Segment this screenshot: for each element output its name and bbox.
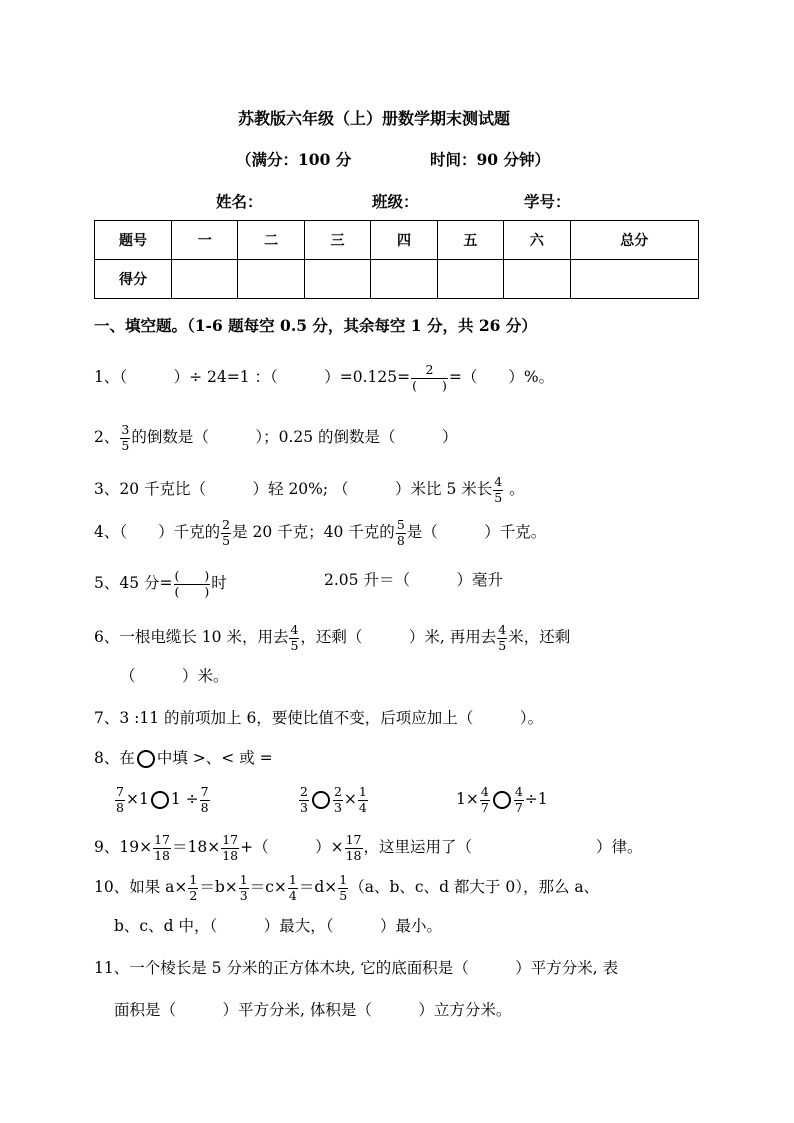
table-cell: 五 [437, 221, 503, 260]
score-cell[interactable] [437, 260, 503, 299]
fraction: $\frac{17}{18}$ [222, 832, 239, 863]
score-table [94, 220, 699, 299]
fraction: 2 ( ) [412, 362, 447, 393]
question-11-line-2: 面积是（ ）平方分米, 体积是（ ）立方分米。 [114, 1001, 512, 1019]
question-6-line-2: （ ）米。 [120, 667, 229, 685]
table-cell: 六 [504, 221, 570, 260]
compare-circle-input[interactable] [493, 791, 511, 809]
question-4: 4、（ ）千克的 $\frac{2}{5}$ 是 20 千克；40 千克的 $\frac{5}{8}$ 是（ ）千克。 [94, 517, 547, 548]
compare-circle-input[interactable] [312, 791, 330, 809]
fraction: $\frac{3}{5}$ [121, 422, 130, 453]
table-cell: 三 [304, 221, 370, 260]
fraction: $\frac{4}{5}$ [494, 474, 503, 505]
fraction: $\frac{5}{8}$ [396, 517, 405, 548]
fraction: $\frac{7}{8}$ [116, 784, 124, 815]
fraction: $\frac{1}{3}$ [239, 872, 248, 903]
score-cell[interactable] [371, 260, 437, 299]
full-score-label: （满分：100 分 [236, 150, 352, 169]
compare-circle-input[interactable] [151, 791, 169, 809]
compare-item-3: 1× $\frac{4}{7}$ $\frac{4}{7}$ ÷1 [456, 784, 548, 815]
score-cell[interactable] [504, 260, 570, 299]
table-cell: 二 [238, 221, 304, 260]
compare-item-1: $\frac{7}{8}$ ×1 1 ÷ $\frac{7}{8}$ [116, 784, 209, 815]
score-cell[interactable] [304, 260, 370, 299]
score-table-header-row [95, 221, 699, 260]
table-cell: 总分 [570, 221, 698, 260]
question-6: 6、一根电缆长 10 米，用去 $\frac{4}{5}$ ，还剩（ ）米, 再用去 $\frac{4}{5}$ 米，还剩 [94, 622, 571, 653]
question-2: 2、 $\frac{3}{5}$ 的倒数是（ ）；0.25 的倒数是（ ） [94, 422, 458, 453]
fraction: $\frac{17}{18}$ [154, 832, 170, 863]
score-cell[interactable] [172, 260, 238, 299]
question-8: 8、在 中填 >、< 或 = [94, 749, 273, 767]
question-3: 3、20 千克比（ ）轻 20%; （ ）米比 5 米长 $\frac{4}{5}$ 。 [94, 474, 525, 505]
time-label: 时间：90 分钟） [430, 150, 550, 169]
circle-blank-icon [137, 750, 155, 768]
name-label: 姓名： [216, 192, 263, 211]
fraction: $\frac{2}{3}$ [333, 784, 342, 815]
q1-text-b: =（ ）%。 [448, 368, 555, 386]
fraction: $\frac{1}{4}$ [358, 784, 367, 815]
fraction: $\frac{4}{5}$ [498, 622, 507, 653]
section-heading: 一、填空题。（1-6 题每空 0.5 分，其余每空 1 分，共 26 分） [94, 316, 537, 335]
question-7: 7、3 :11 的前项加上 6，要使比值不变，后项应加上（ ）。 [94, 709, 544, 727]
fraction: ( ) ( ) [174, 568, 210, 599]
fraction: $\frac{1}{5}$ [339, 872, 348, 903]
question-10-line-2: b、c、d 中，（ ）最大，（ ）最小。 [114, 917, 442, 935]
fraction: $\frac{4}{7}$ [480, 784, 489, 815]
table-cell: 四 [371, 221, 437, 260]
question-1 [94, 364, 554, 392]
q1-text-a: 1、（ ）÷ 24=1 ：（ ）=0.125= [94, 368, 411, 386]
fraction: $\frac{1}{4}$ [288, 872, 297, 903]
question-10: 10、如果 a× $\frac{1}{2}$ ＝b× $\frac{1}{3}$ ＝c× $\frac{1}{4}$ ＝d× $\frac{1}{5}$ （a、b、c、d 都大于 0），那么 a、 [94, 872, 600, 903]
score-table-score-row [95, 260, 699, 299]
question-9: 9、19× $\frac{17}{18}$ ＝18× $\frac{17}{18}$ +（ ）× $\frac{17}{18}$ ，这里运用了（ ）律。 [94, 832, 643, 863]
score-cell[interactable] [238, 260, 304, 299]
fraction: $\frac{7}{8}$ [200, 784, 209, 815]
compare-item-2: $\frac{2}{3}$ $\frac{2}{3}$ × $\frac{1}{4}$ [300, 784, 367, 815]
question-11: 11、一个棱长是 5 分米的正方体木块, 它的底面积是（ ）平方分米, 表 [94, 959, 619, 977]
page-title: 苏教版六年级（上）册数学期末测试题 [238, 109, 511, 128]
table-cell: 得分 [95, 260, 172, 299]
fraction: $\frac{2}{3}$ [300, 784, 308, 815]
score-cell[interactable] [570, 260, 698, 299]
class-label: 班级： [372, 192, 419, 211]
table-cell: 题号 [95, 221, 172, 260]
fraction: $\frac{17}{18}$ [345, 832, 362, 863]
table-cell: 一 [172, 221, 238, 260]
fraction: $\frac{1}{2}$ [189, 872, 198, 903]
question-5-part-2: 2.05 升＝（ ）毫升 [324, 571, 503, 589]
question-5: 5、45 分= ( ) ( ) 时 [94, 568, 227, 599]
q2-text: 的倒数是（ ）；0.25 的倒数是（ ） [131, 428, 458, 446]
fraction: $\frac{2}{5}$ [222, 517, 231, 548]
fraction: $\frac{4}{7}$ [514, 784, 523, 815]
fraction: $\frac{4}{5}$ [290, 622, 299, 653]
student-id-label: 学号： [524, 192, 571, 211]
